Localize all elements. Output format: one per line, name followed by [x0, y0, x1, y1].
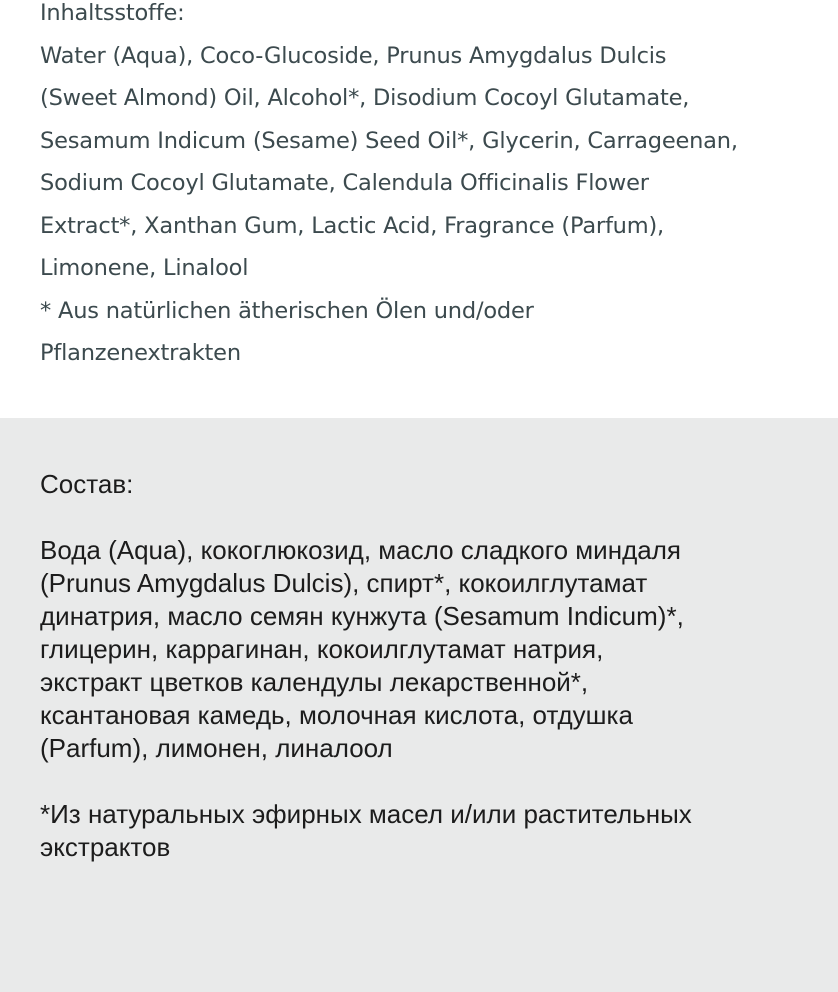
russian-ingredients-text	[40, 468, 820, 864]
russian-ingredients-line: глицерин, каррагинан, кокоилглутамат натрия,	[40, 634, 604, 664]
paragraph-gap	[40, 501, 820, 534]
paragraph-gap	[40, 765, 820, 798]
russian-note-line: *Из натуральных эфирных масел и/или растительных	[40, 799, 692, 829]
russian-ingredients-line: экстракт цветков календулы лекарственной*,	[40, 667, 589, 697]
german-ingredients-text	[40, 0, 820, 375]
russian-ingredients-line: динатрия, масло семян кунжута (Sesamum Indicum)*,	[40, 601, 684, 631]
russian-heading: Состав:	[40, 469, 134, 499]
russian-ingredients-line: (Prunus Amygdalus Dulcis), спирт*, кокоилглутамат	[40, 568, 648, 598]
german-note-line: * Aus natürlichen ätherischen Ölen und/oder	[40, 297, 534, 324]
german-ingredients-line: Water (Aqua), Coco-Glucoside, Prunus Amygdalus Dulcis	[40, 42, 667, 69]
german-ingredients-line: Sodium Cocoyl Glutamate, Calendula Officinalis Flower	[40, 170, 649, 196]
german-ingredients-section	[0, 0, 838, 418]
german-ingredients-line: Limonene, Linalool	[40, 255, 249, 281]
german-heading: Inhaltsstoffe:	[40, 0, 185, 26]
russian-ingredients-line: Вода (Aqua), кокоглюкозид, масло сладкого миндаля	[40, 535, 681, 565]
russian-note-line: экстрактов	[40, 832, 171, 862]
german-ingredients-line: (Sweet Almond) Oil, Alcohol*, Disodium Cocoyl Glutamate,	[40, 85, 690, 111]
german-ingredients-line: Sesamum Indicum (Sesame) Seed Oil*, Glycerin, Carrageenan,	[40, 127, 738, 154]
german-note-line: Pflanzenextrakten	[40, 340, 241, 366]
russian-ingredients-section	[0, 418, 838, 992]
german-ingredients-line: Extract*, Xanthan Gum, Lactic Acid, Fragrance (Parfum),	[40, 212, 664, 239]
russian-ingredients-line: ксантановая камедь, молочная кислота, отдушка	[40, 700, 633, 730]
russian-ingredients-line: (Parfum), лимонен, линалоол	[40, 733, 393, 763]
